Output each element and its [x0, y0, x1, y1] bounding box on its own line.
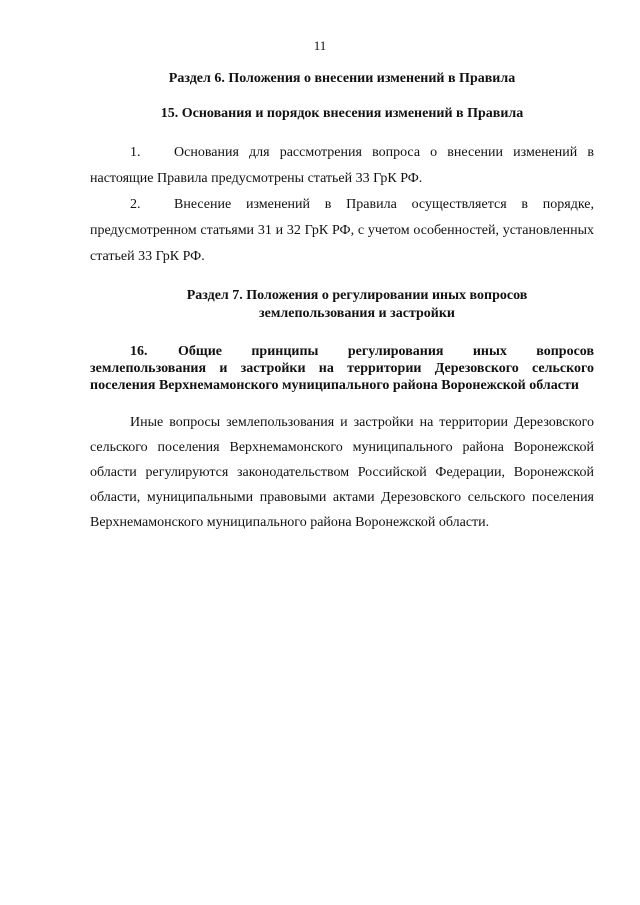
clause-2-number: 2. [130, 197, 141, 212]
clause-2 [90, 192, 594, 270]
clause-1 [90, 140, 594, 192]
page-content [90, 62, 594, 549]
clause-1-number: 1. [130, 145, 141, 160]
item-16-body: Иные вопросы землепользования и застройки на территории Дерезовского сельского поселения Верхнемамонского муниципального района Воронежской области регулируются законодательством Российской Федерации, Воронежской области, муниципальными правовыми актами Дерезовского сельского поселения Верхнемамонского муниципального района Воронежской области. [90, 415, 594, 530]
section-7-heading: Раздел 7. Положения о регулировании иных вопросов землепользования и застройки [186, 288, 528, 321]
item-16-number: 16. [130, 344, 148, 359]
item-16-heading [90, 343, 594, 394]
page-number: 11 [313, 38, 327, 53]
section-6-heading: Раздел 6. Положения о внесении изменений в Правила [168, 71, 516, 86]
clause-1-text: Основания для рассмотрения вопроса о внесении изменений в настоящие Правила предусмотрены статьей 33 ГрК РФ. [90, 145, 594, 186]
item-15-heading: 15. Основания и порядок внесения изменений в Правила [160, 106, 524, 121]
item-16-title: Общие принципы регулирования иных вопросов землепользования и застройки на территории Дерезовского сельского поселения Верхнемамонского муниципального района Воронежской области [90, 344, 594, 393]
clause-2-text: Внесение изменений в Правила осуществляется в порядке, предусмотренном статьями 31 и 32 ГрК РФ, с учетом особенностей, установленных статьей 33 ГрК РФ. [90, 197, 594, 264]
